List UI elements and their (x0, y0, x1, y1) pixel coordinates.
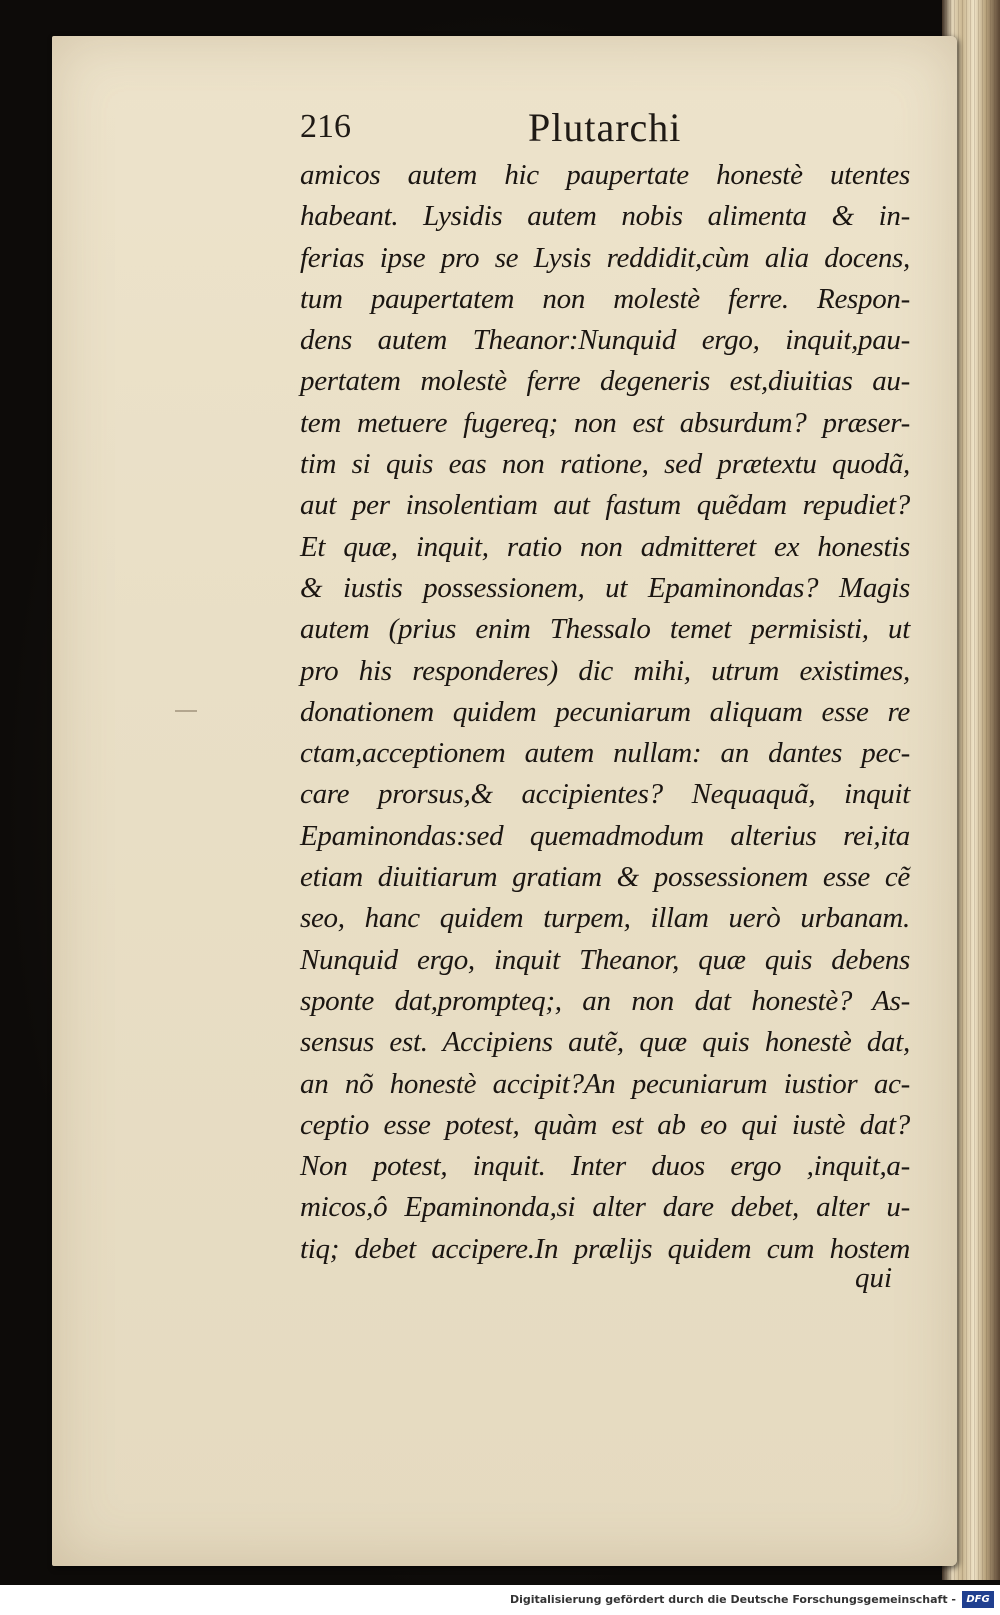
text-line: tum paupertatem non molestè ferre. Respon- (300, 282, 910, 315)
text-line: an nõ honestè accipit?An pecuniarum iustior ac- (300, 1067, 910, 1100)
text-line: seo, hanc quidem turpem, illam uerò urbanam. (300, 902, 910, 935)
page-number: 216 (300, 108, 351, 145)
text-line: ceptio esse potest, quàm est ab eo qui iustè dat? (300, 1108, 910, 1141)
text-line: Nunquid ergo, inquit Theanor, quæ quis debens (300, 943, 910, 976)
text-line: sponte dat,prompteq;, an non dat honestè? As- (300, 984, 910, 1017)
text-line: pro his responderes) dic mihi, utrum existimes, (300, 654, 910, 687)
text-line: ferias ipse pro se Lysis reddidit,cùm alia docens, (300, 241, 910, 274)
text-line: aut per insolentiam aut fastum quẽdam repudiet? (300, 489, 910, 522)
text-line: sensus est. Accipiens autẽ, quæ quis honestè dat, (300, 1026, 910, 1059)
text-line: micos,ô Epaminonda,si alter dare debet, alter u- (300, 1191, 910, 1224)
text-line: ctam,acceptionem autem nullam: an dantes pec- (300, 737, 910, 770)
text-line: Non potest, inquit. Inter duos ergo ,inquit,a- (300, 1150, 910, 1183)
text-line: Et quæ, inquit, ratio non admitteret ex honestis (300, 530, 910, 563)
text-line: pertatem molestè ferre degeneris est,diuitias au- (300, 365, 910, 398)
running-title: Plutarchi (528, 105, 682, 150)
catchword: qui (855, 1262, 893, 1294)
footer-credit: Digitalisierung gefördert durch die Deutsche Forschungsgemeinschaft - (509, 1593, 956, 1606)
text-line: dens autem Theanor:Nunquid ergo, inquit,pau- (300, 324, 910, 357)
text-line: amicos autem hic paupertate honestè utentes (300, 159, 910, 191)
page-header (300, 105, 900, 158)
text-line: donationem quidem pecuniarum aliquam esse re (300, 695, 910, 728)
text-line: tiq; debet accipere.In prælijs quidem cum hostem (300, 1232, 910, 1265)
margin-mark (175, 710, 197, 712)
text-line: care prorsus,& accipientes? Nequaquã, inquit (300, 778, 910, 811)
text-line: tim si quis eas non ratione, sed prætextu quodã, (300, 448, 910, 481)
digitization-footer (0, 1585, 1000, 1615)
body-text (300, 155, 910, 1270)
text-line: habeant. Lysidis autem nobis alimenta & in- (300, 200, 910, 233)
text-line: autem (prius enim Thessalo temet permisisti, ut (300, 613, 910, 646)
text-line: etiam diuitiarum gratiam & possessionem esse cẽ (300, 861, 910, 894)
text-line: & iustis possessionem, ut Epaminondas? Magis (300, 571, 910, 604)
text-line: Epaminondas:sed quemadmodum alterius rei,ita (300, 819, 910, 852)
dfg-logo: DFG (962, 1591, 994, 1608)
text-line: tem metuere fugereq; non est absurdum? præser- (300, 406, 910, 439)
